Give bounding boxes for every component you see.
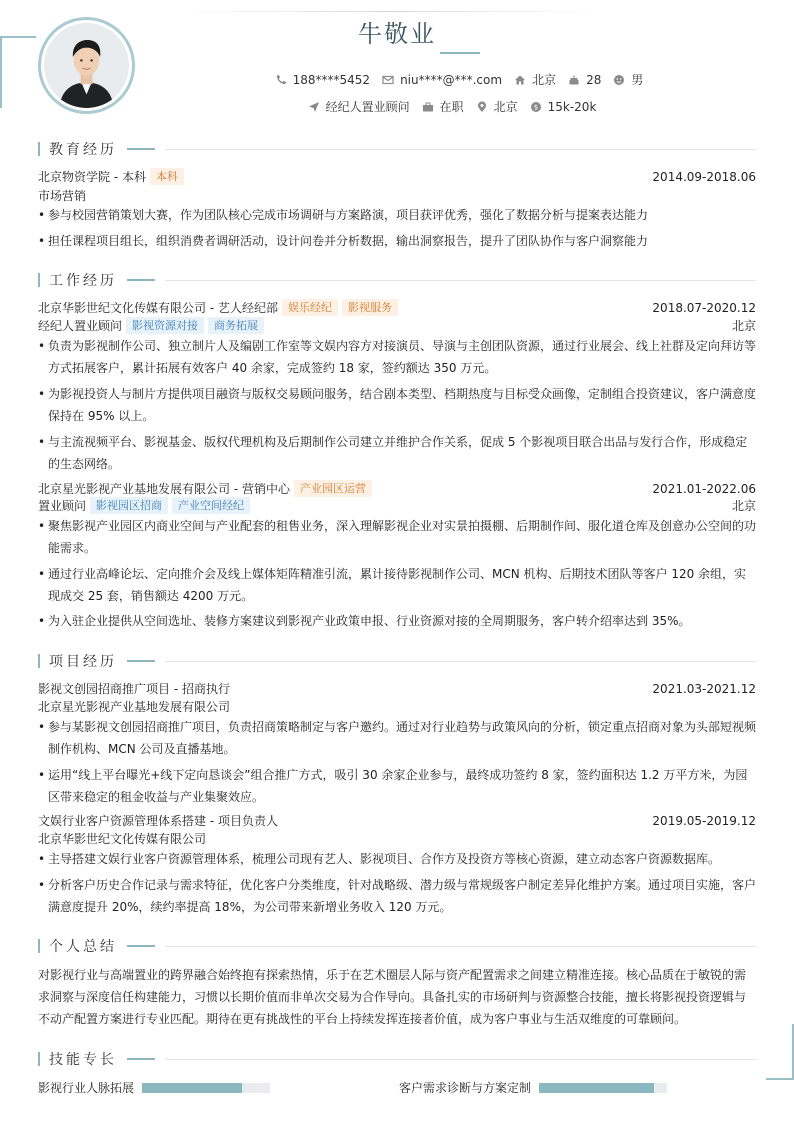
work-role-row	[38, 317, 756, 334]
section-work	[38, 272, 756, 288]
project-name: 文娱行业客户资源管理体系搭建 - 项目负责人	[38, 814, 278, 828]
work-entry-header	[38, 480, 756, 497]
skill-name: 客户需求诊断与方案定制	[399, 1081, 532, 1095]
section-summary	[38, 938, 756, 954]
section-title: 技能专长	[49, 1052, 117, 1068]
email-info	[382, 73, 502, 87]
company-tag: 娱乐经纪	[282, 299, 338, 316]
role-tag: 商务拓展	[208, 317, 264, 334]
phone-value: 188****5452	[292, 72, 371, 87]
project-entry-header	[38, 680, 756, 697]
role-tag: 影视园区招商	[90, 497, 168, 514]
project-org: 北京星光影视产业基地发展有限公司	[38, 700, 231, 714]
school-name: 北京物资学院 - 本科	[38, 170, 146, 184]
education-bullet: • 参与校园营销策划大赛，作为团队核心完成市场调研与方案路演，项目获评优秀，强化了数据分析与提案表达能力	[38, 204, 756, 226]
work-bullet: • 为入驻企业提供从空间选址、装修方案建议到影视产业政策申报、行业资源对接的全周期服务，客户转介绍率达到 35%。	[38, 610, 756, 632]
contact-info-row	[0, 71, 794, 88]
project-dates: 2019.05-2019.12	[652, 813, 756, 828]
skill-level-bar	[539, 1083, 667, 1093]
status-value: 在职	[439, 100, 464, 114]
age-info	[568, 73, 601, 87]
work-role-row	[38, 497, 756, 514]
salary-value: 15k-20k	[547, 99, 597, 114]
skill-level-bar	[142, 1083, 270, 1093]
gender-icon	[613, 74, 625, 86]
work-dates: 2018.07-2020.12	[652, 300, 756, 315]
target-city-info	[476, 98, 518, 115]
section-title: 教育经历	[49, 142, 117, 158]
project-org-row	[38, 698, 756, 715]
work-entry-header	[38, 299, 756, 316]
project-name: 影视文创园招商推广项目 - 招商执行	[38, 682, 230, 696]
money-icon	[530, 101, 542, 113]
cake-icon	[568, 74, 580, 86]
role-tag: 影视资源对接	[126, 317, 204, 334]
degree-tag: 本科	[150, 168, 184, 185]
skill-item	[399, 1079, 667, 1096]
target-role-value: 经纪人置业顾问	[325, 100, 410, 114]
name-underline	[440, 52, 480, 54]
gender-value: 男	[631, 73, 644, 87]
work-bullet: • 负责为影视制作公司、独立制片人及编剧工作室等文娱内容方对接演员、导演与主创团队资源，通过行业展会、线上社群及定向拜访等方式拓展客户，累计拓展有效客户 40 余家，完成签约 18 家，签约额达 350 万元。	[38, 335, 756, 379]
section-title: 工作经历	[49, 273, 117, 289]
section-skills	[38, 1051, 756, 1067]
company-name: 北京华影世纪文化传媒有限公司 - 艺人经纪部	[38, 301, 278, 315]
company-tag: 影视服务	[342, 299, 398, 316]
age-value: 28	[586, 72, 602, 87]
project-bullet: • 运用“线上平台曝光+线下定向恳谈会”组合推广方式，吸引 30 余家企业参与，最终成功签约 8 家，签约面积达 1.2 万平方米，为园区带来稳定的租金收益与产业集聚效应。	[38, 764, 756, 808]
work-location: 北京	[731, 319, 756, 333]
work-bullet: • 与主流视频平台、影视基金、版权代理机构及后期制作公司建立并维护合作关系，促成 5 个影视项目联合出品与发行合作，形成稳定的生态网络。	[38, 431, 756, 475]
home-icon	[514, 74, 526, 86]
phone-info	[275, 73, 370, 87]
section-title: 个人总结	[49, 939, 117, 955]
project-org: 北京华影世纪文化传媒有限公司	[38, 832, 207, 846]
target-city-value: 北京	[493, 100, 518, 114]
send-icon	[308, 101, 320, 113]
city-value: 北京	[532, 73, 557, 87]
company-tag: 产业园区运营	[294, 480, 372, 497]
work-dates: 2021.01-2022.06	[652, 481, 756, 496]
location-icon	[476, 101, 488, 113]
status-info	[422, 98, 464, 115]
summary-text: 对影视行业与高端置业的跨界融合始终抱有探索热情，乐于在艺术圈层人际与资产配置需求之间建立精准连接。核心品质在于敏锐的需求洞察与深度信任构建能力，习惯以长期价值而非单次交易为合作导向。具备扎实的市场研判与资源整合技能，擅长将影视投资逻辑与不动产配置方案进行专业匹配。期待在更有挑战性的平台上持续发挥连接者价值，成为客户事业与生活双维度的可靠顾问。	[38, 968, 747, 1026]
section-education	[38, 141, 756, 157]
city-info	[514, 71, 556, 88]
project-dates: 2021.03-2021.12	[652, 681, 756, 696]
svg-text:$: $	[533, 103, 538, 112]
work-location: 北京	[731, 499, 756, 513]
target-role-info	[308, 98, 410, 115]
role-tag: 产业空间经纪	[172, 497, 250, 514]
candidate-name: 牛敬业	[358, 20, 436, 48]
section-title: 项目经历	[49, 654, 117, 670]
phone-icon	[275, 74, 287, 86]
section-projects	[38, 653, 756, 669]
top-divider	[180, 11, 600, 12]
project-bullet: • 主导搭建文娱行业客户资源管理体系，梳理公司现有艺人、影视项目、合作方及投资方等核心资源，建立动态客户资源数据库。	[38, 848, 756, 870]
work-bullet: • 聚焦影视产业园区内商业空间与产业配套的租售业务，深入理解影视企业对实景拍摄棚、后期制作间、服化道仓库及创意办公空间的功能需求。	[38, 515, 756, 559]
project-org-row	[38, 830, 756, 847]
skill-name: 影视行业人脉拓展	[38, 1081, 135, 1095]
skill-level-fill	[539, 1083, 654, 1093]
education-entry	[38, 168, 756, 185]
job-intention-row	[0, 98, 794, 115]
email-value: niu****@***.com	[400, 72, 503, 87]
work-bullet: • 为影视投资人与制片方提供项目融资与版权交易顾问服务，结合剧本类型、档期热度与目标受众画像，定制组合投资建议，客户满意度保持在 95% 以上。	[38, 383, 756, 427]
company-name: 北京星光影视产业基地发展有限公司 - 营销中心	[38, 482, 290, 496]
briefcase-icon	[422, 101, 434, 113]
skill-level-fill	[142, 1083, 242, 1093]
job-title: 经纪人置业顾问	[38, 319, 123, 333]
corner-decoration-bottom-right	[766, 1024, 794, 1080]
project-bullet: • 参与某影视文创园招商推广项目，负责招商策略制定与客户邀约。通过对行业趋势与政策风向的分析，锁定重点招商对象为头部短视频制作机构、MCN 公司及直播基地。	[38, 716, 756, 760]
project-bullet: • 分析客户历史合作记录与需求特征，优化客户分类维度，针对战略级、潜力级与常规级客户制定差异化维护方案。通过项目实施，客户满意度提升 20%，续约率提高 18%，为公司带来新增业务收入 120 万元。	[38, 874, 756, 918]
project-entry-header	[38, 812, 756, 829]
work-bullet: • 通过行业高峰论坛、定向推介会及线上媒体矩阵精准引流，累计接待影视制作公司、MCN 机构、后期技术团队等客户 120 余组，实现成交 25 套，销售额达 4200 万元。	[38, 563, 756, 607]
skill-item	[38, 1079, 270, 1096]
education-major-row	[38, 187, 756, 204]
major: 市场营销	[38, 189, 87, 203]
education-bullet: • 担任课程项目组长，组织消费者调研活动，设计问卷并分析数据，输出洞察报告，提升了团队协作与客户洞察能力	[38, 230, 756, 252]
gender-info	[613, 71, 643, 88]
education-dates: 2014.09-2018.06	[652, 169, 756, 184]
job-title: 置业顾问	[38, 499, 87, 513]
salary-info	[530, 100, 597, 114]
mail-icon	[382, 74, 394, 86]
